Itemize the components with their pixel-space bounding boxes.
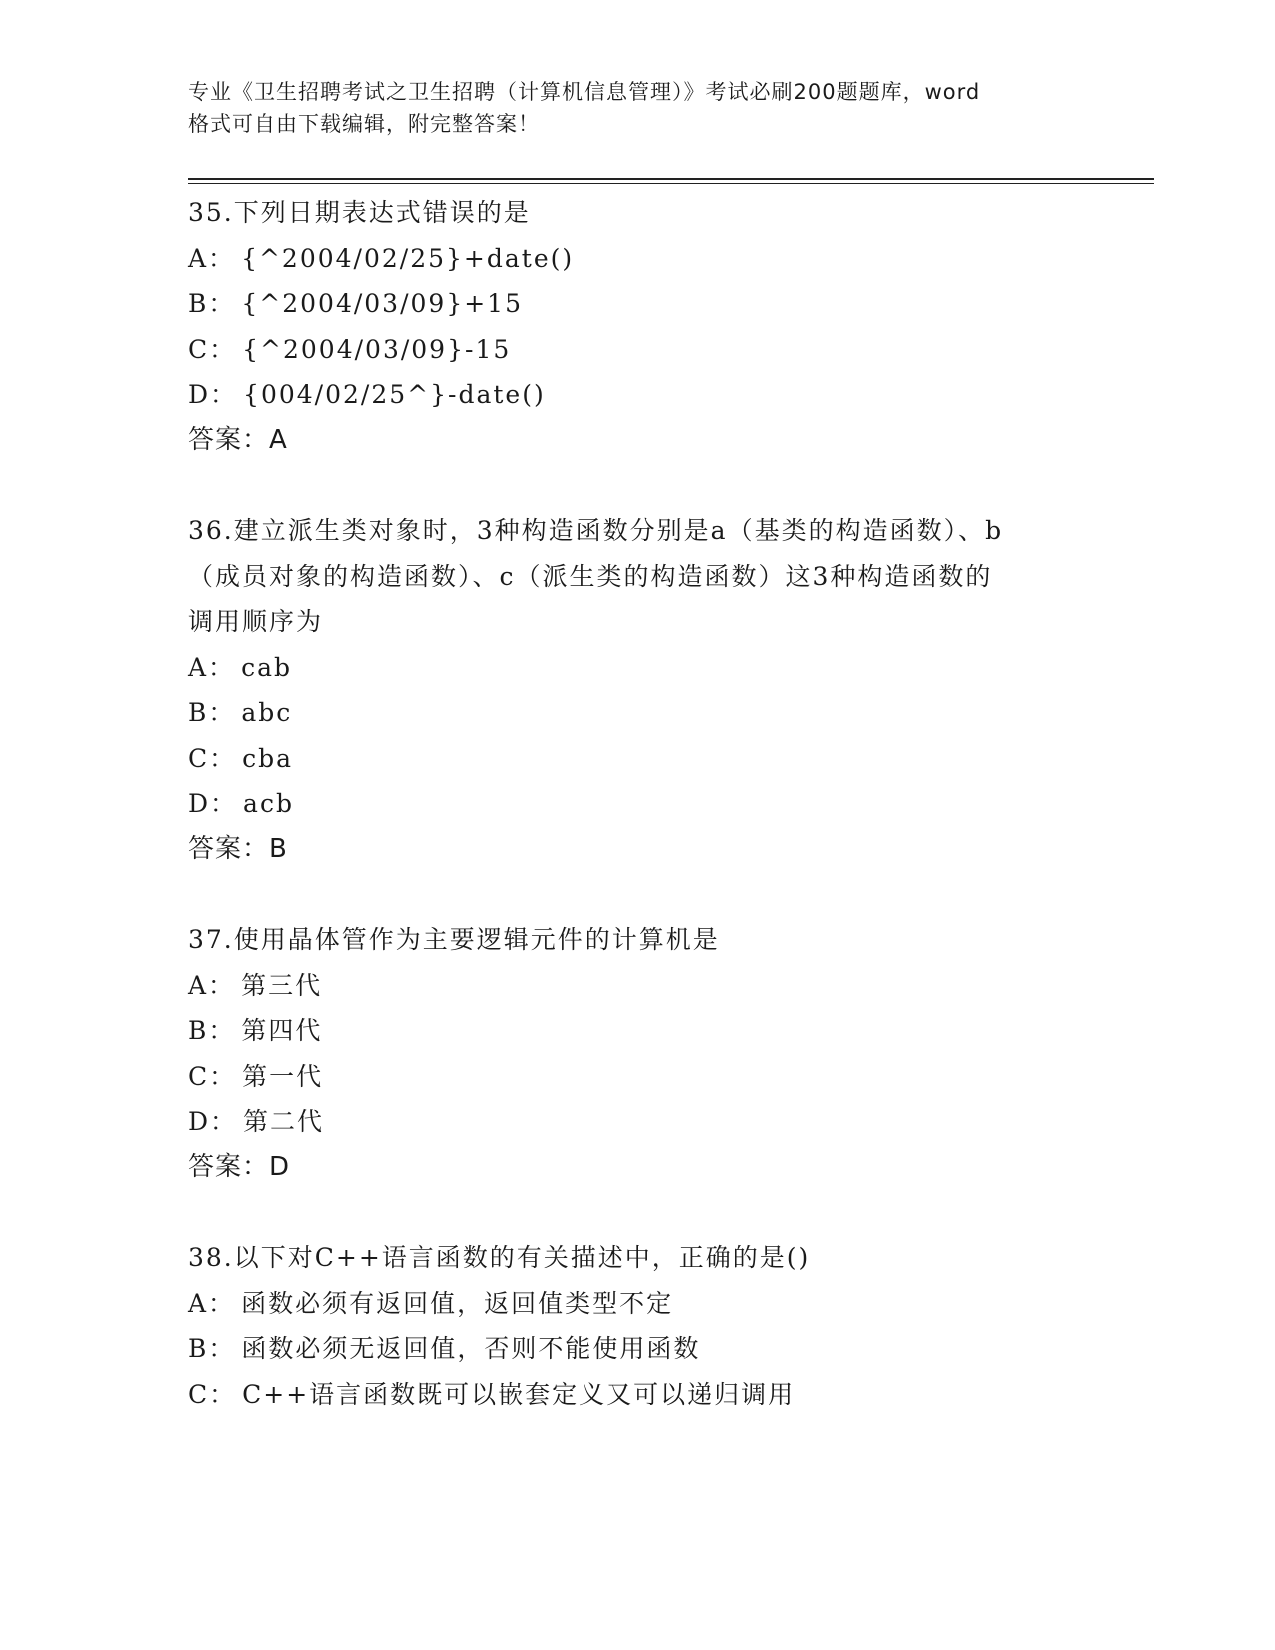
header-line-1: 专业《卫生招聘考试之卫生招聘（计算机信息管理）》考试必刷200题题库，word bbox=[188, 80, 981, 104]
option-key: D： bbox=[188, 789, 238, 818]
option-key: C： bbox=[188, 1061, 237, 1091]
option-text: 函数必须有返回值，返回值类型不定 bbox=[241, 1288, 674, 1318]
option-key: D： bbox=[188, 1107, 238, 1136]
answer-option bbox=[188, 1372, 1088, 1418]
answer-key: 答案：D bbox=[188, 1151, 291, 1182]
answer-option bbox=[188, 372, 1088, 418]
answer-option bbox=[188, 690, 1088, 736]
answer-option bbox=[188, 1326, 1088, 1372]
option-text: C++语言函数既可以嵌套定义又可以递归调用 bbox=[242, 1379, 796, 1409]
option-key: B： bbox=[188, 289, 236, 318]
document-header bbox=[188, 76, 1088, 140]
answer-option bbox=[188, 645, 1088, 691]
answer-option bbox=[188, 1099, 1088, 1145]
answer-option bbox=[188, 281, 1088, 327]
option-text: 第一代 bbox=[242, 1061, 324, 1091]
answer-key: 答案：A bbox=[188, 424, 288, 455]
answer-option bbox=[188, 1054, 1088, 1100]
answer-option bbox=[188, 1281, 1088, 1327]
option-text: {^2004/03/09}+15 bbox=[241, 289, 523, 318]
question-text-line: 37.使用晶体管作为主要逻辑元件的计算机是 bbox=[188, 925, 720, 954]
option-text: {004/02/25^}-date() bbox=[243, 380, 546, 409]
option-key: B： bbox=[188, 1334, 236, 1363]
option-key: B： bbox=[188, 1016, 236, 1045]
question-block bbox=[188, 508, 1088, 872]
question-text-line: （成员对象的构造函数）、c（派生类的构造函数）这3种构造函数的 bbox=[188, 561, 993, 591]
option-key: A： bbox=[188, 652, 236, 682]
answer-option bbox=[188, 236, 1088, 282]
header-line-2: 格式可自由下载编辑，附完整答案！ bbox=[188, 112, 540, 136]
question-list bbox=[188, 190, 1088, 1462]
option-key: C： bbox=[188, 1379, 237, 1409]
option-text: cab bbox=[241, 652, 292, 682]
option-text: {^2004/02/25}+date() bbox=[241, 243, 575, 273]
question-text-line: 38.以下对C++语言函数的有关描述中，正确的是() bbox=[188, 1243, 811, 1272]
option-text: acb bbox=[243, 789, 294, 818]
option-key: B： bbox=[188, 698, 236, 727]
option-key: A： bbox=[188, 970, 236, 1000]
option-key: D： bbox=[188, 380, 238, 409]
question-text-line: 35.下列日期表达式错误的是 bbox=[188, 198, 531, 227]
option-text: {^2004/03/09}-15 bbox=[242, 334, 512, 364]
answer-option bbox=[188, 963, 1088, 1009]
option-key: A： bbox=[188, 1288, 236, 1318]
question-block bbox=[188, 917, 1088, 1190]
answer-option bbox=[188, 781, 1088, 827]
header-divider-thick bbox=[188, 178, 1154, 180]
option-text: cba bbox=[242, 743, 294, 773]
option-text: 第三代 bbox=[241, 970, 323, 1000]
answer-key: 答案：B bbox=[188, 833, 288, 864]
option-key: A： bbox=[188, 243, 236, 273]
question-block bbox=[188, 190, 1088, 463]
answer-option bbox=[188, 327, 1088, 373]
header-divider-thin bbox=[188, 183, 1154, 184]
question-block bbox=[188, 1235, 1088, 1417]
question-text-line: 36.建立派生类对象时，3种构造函数分别是a（基类的构造函数）、b bbox=[188, 516, 1004, 545]
option-text: 第二代 bbox=[243, 1107, 325, 1136]
option-key: C： bbox=[188, 334, 237, 364]
option-text: 第四代 bbox=[241, 1016, 323, 1045]
option-text: 函数必须无返回值，否则不能使用函数 bbox=[241, 1334, 701, 1363]
option-key: C： bbox=[188, 743, 237, 773]
answer-option bbox=[188, 736, 1088, 782]
answer-option bbox=[188, 1008, 1088, 1054]
option-text: abc bbox=[241, 698, 293, 727]
question-text-line: 调用顺序为 bbox=[188, 607, 324, 636]
